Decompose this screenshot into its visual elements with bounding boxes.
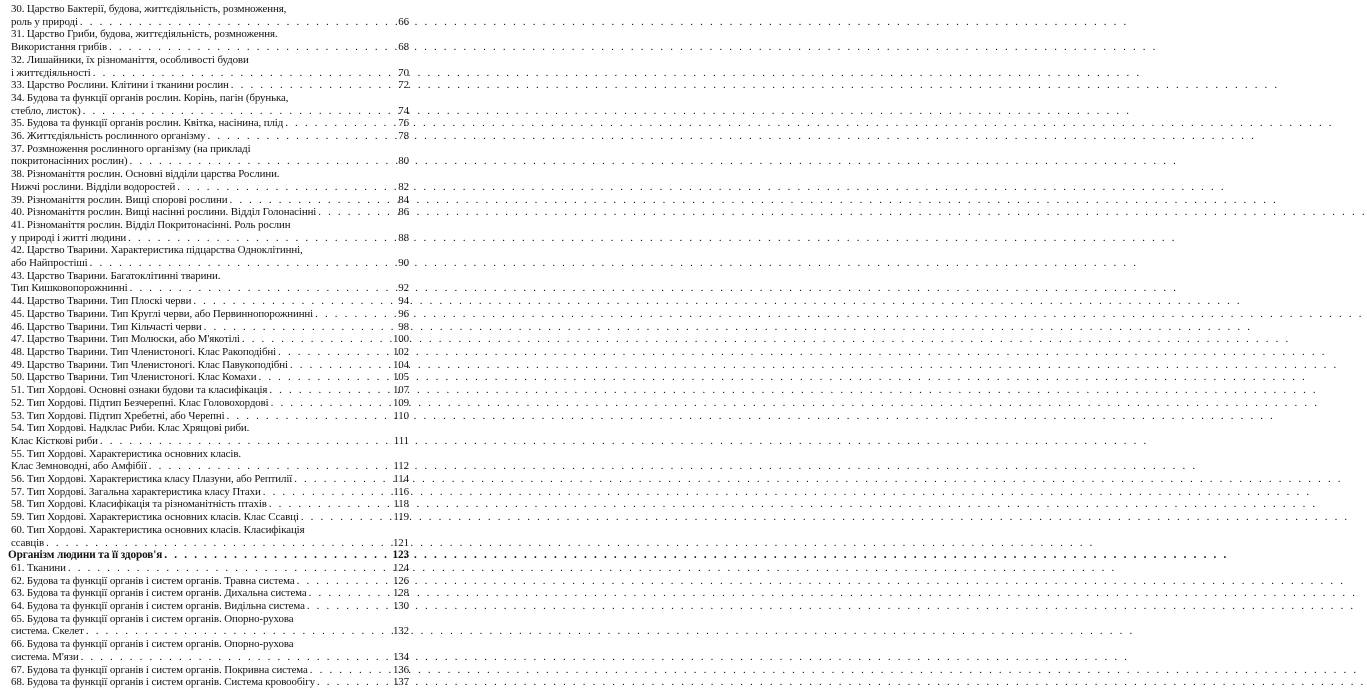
toc-entry bbox=[8, 638, 409, 663]
toc-entry-last-line bbox=[8, 232, 409, 245]
dot-leader bbox=[88, 257, 393, 270]
toc-entry-title-line: Тип Кишковопорожнинні bbox=[11, 282, 128, 295]
toc-entry bbox=[8, 3, 409, 28]
toc-entry-title-line: 56. Тип Хордові. Характеристика класу Плазуни, або Рептилії bbox=[11, 473, 293, 486]
toc-entry bbox=[8, 448, 409, 473]
toc-entry-last-line bbox=[8, 473, 409, 486]
dot-leader bbox=[128, 282, 393, 295]
toc-entry-last-line bbox=[8, 105, 409, 118]
toc-entry-title-line: ссавців bbox=[11, 536, 45, 549]
toc-entry-last-line bbox=[8, 194, 409, 207]
toc-entry-title-line: або Найпростіші bbox=[11, 257, 88, 270]
toc-entry bbox=[8, 498, 409, 511]
toc-entry-title-line: 66. Будова та функції органів і систем органів. Опорно-рухова bbox=[11, 638, 294, 651]
table-of-contents-page bbox=[0, 0, 415, 700]
toc-entry-last-line bbox=[8, 321, 409, 334]
dot-leader bbox=[202, 321, 393, 334]
toc-entry-title-line: Клас Земноводні, або Амфібії bbox=[11, 460, 147, 473]
dot-leader bbox=[191, 295, 393, 308]
toc-entry-title-line: 41. Різноманіття рослин. Відділ Покритонасінні. Роль рослин bbox=[11, 218, 291, 231]
toc-entry-title-line: 59. Тип Хордові. Характеристика основних класів. Клас Ссавці bbox=[11, 511, 299, 524]
dot-leader bbox=[299, 511, 393, 524]
toc-page-number: 78 bbox=[398, 130, 409, 143]
toc-entry bbox=[8, 371, 409, 384]
toc-entry-last-line bbox=[8, 16, 409, 29]
toc-page-number: 94 bbox=[398, 295, 409, 308]
dot-leader bbox=[84, 625, 393, 638]
toc-entry-last-line bbox=[8, 664, 409, 677]
dot-leader bbox=[288, 359, 393, 372]
toc-entry-title-line: 30. Царство Бактерії, будова, життєдіяльність, розмноження, bbox=[11, 3, 287, 15]
toc-page-number: 107 bbox=[392, 384, 409, 397]
toc-page-number: 134 bbox=[392, 650, 409, 663]
toc-entry-last-line bbox=[8, 41, 409, 54]
toc-entry-title-line: 38. Різноманіття рослин. Основні відділи царства Рослини. bbox=[11, 168, 280, 181]
toc-entry-last-line bbox=[8, 486, 409, 499]
toc-entry-title-line: 67. Будова та функції органів і систем органів. Покривна система bbox=[11, 663, 308, 676]
toc-entry-last-line bbox=[8, 155, 409, 168]
toc-entry-title-line: система. Скелет bbox=[11, 625, 84, 638]
toc-page-number: 128 bbox=[392, 587, 409, 600]
toc-entry bbox=[8, 28, 409, 53]
toc-entry-last-line bbox=[8, 460, 409, 473]
dot-leader bbox=[126, 232, 393, 245]
toc-entry-last-line bbox=[8, 397, 409, 410]
dot-leader bbox=[175, 181, 393, 194]
toc-entry-title-line: 58. Тип Хордові. Класифікація та різноманітність птахів bbox=[11, 498, 267, 511]
toc-entry bbox=[8, 54, 409, 79]
dot-leader bbox=[307, 587, 393, 600]
toc-entry-title-line: 64. Будова та функції органів і систем органів. Видільна система bbox=[11, 600, 305, 613]
toc-entry bbox=[8, 575, 409, 588]
toc-list bbox=[8, 3, 409, 689]
toc-entry-title-line: 47. Царство Тварини. Тип Молюски, або М'якотілі bbox=[11, 333, 240, 346]
toc-entry-title-line: 35. Будова та функції органів рослин. Квітка, насінина, плід bbox=[11, 117, 284, 130]
dot-leader bbox=[283, 117, 393, 130]
toc-entry-title-line: 36. Життєдіяльність рослинного організму bbox=[11, 130, 206, 143]
dot-leader bbox=[316, 206, 393, 219]
toc-page-number: 118 bbox=[393, 498, 409, 511]
toc-entry-last-line bbox=[8, 282, 409, 295]
toc-entry bbox=[8, 524, 409, 549]
toc-entry-title-line: у природі і житті людини bbox=[11, 231, 127, 244]
dot-leader bbox=[229, 79, 393, 92]
toc-entry-last-line bbox=[8, 575, 409, 588]
toc-entry bbox=[8, 270, 409, 295]
toc-entry-title-line: 45. Царство Тварини. Тип Круглі черви, або Первиннопорожнинні bbox=[11, 307, 314, 320]
dot-leader bbox=[205, 130, 393, 143]
toc-entry-title-line: Клас Кісткові риби bbox=[11, 434, 98, 447]
toc-page-number: 66 bbox=[398, 15, 409, 28]
toc-entry-title-line: 46. Царство Тварини. Тип Кільчасті черви bbox=[11, 320, 202, 333]
toc-entry bbox=[8, 117, 409, 130]
dot-leader bbox=[162, 549, 392, 562]
toc-page-number: 86 bbox=[398, 206, 409, 219]
toc-entry-title-line: 40. Різноманіття рослин. Вищі насінні рослини. Відділ Голонасінні bbox=[11, 206, 317, 219]
toc-entry-title-line: 44. Царство Тварини. Тип Плоскі черви bbox=[11, 295, 192, 308]
toc-entry-last-line bbox=[8, 67, 409, 80]
toc-entry bbox=[8, 92, 409, 117]
toc-entry bbox=[8, 308, 409, 321]
toc-entry-last-line bbox=[8, 206, 409, 219]
toc-page-number: 68 bbox=[398, 41, 409, 54]
dot-leader bbox=[315, 676, 393, 689]
toc-entry bbox=[8, 130, 409, 143]
dot-leader bbox=[147, 460, 393, 473]
toc-entry-last-line bbox=[8, 410, 409, 423]
toc-entry bbox=[8, 664, 409, 677]
dot-leader bbox=[44, 537, 393, 550]
toc-page-number: 70 bbox=[398, 66, 409, 79]
toc-entry bbox=[8, 613, 409, 638]
toc-entry-title-line: 31. Царство Гриби, будова, життєдіяльність, розмноження. bbox=[11, 28, 278, 41]
toc-entry-title-line: 63. Будова та функції органів і систем органів. Дихальна система bbox=[11, 587, 307, 600]
toc-page-number: 90 bbox=[398, 257, 409, 270]
toc-page-number: 72 bbox=[398, 79, 409, 92]
dot-leader bbox=[78, 16, 393, 29]
toc-entry bbox=[8, 384, 409, 397]
toc-entry bbox=[8, 295, 409, 308]
toc-entry bbox=[8, 244, 409, 269]
toc-entry-last-line bbox=[8, 117, 409, 130]
toc-entry-title-line: система. М'язи bbox=[11, 650, 79, 663]
toc-entry bbox=[8, 333, 409, 346]
toc-entry-last-line bbox=[8, 498, 409, 511]
toc-entry bbox=[8, 359, 409, 372]
toc-entry-last-line bbox=[8, 511, 409, 524]
toc-page-number: 119 bbox=[393, 511, 409, 524]
toc-entry-last-line bbox=[8, 308, 409, 321]
toc-page-number: 123 bbox=[392, 549, 409, 562]
toc-page-number: 76 bbox=[398, 117, 409, 130]
dot-leader bbox=[79, 651, 393, 664]
toc-entry-title-line: стебло, листок) bbox=[11, 104, 81, 117]
toc-entry-title-line: 53. Тип Хордові. Підтип Хребетні, або Черепні bbox=[11, 409, 225, 422]
toc-page-number: 74 bbox=[398, 104, 409, 117]
toc-page-number: 92 bbox=[398, 282, 409, 295]
dot-leader bbox=[267, 498, 393, 511]
toc-entry-last-line bbox=[8, 181, 409, 194]
toc-entry bbox=[8, 321, 409, 334]
toc-entry-last-line bbox=[8, 346, 409, 359]
toc-page-number: 80 bbox=[398, 155, 409, 168]
toc-page-number: 124 bbox=[392, 561, 409, 574]
toc-entry-last-line bbox=[8, 676, 409, 689]
dot-leader bbox=[225, 410, 393, 423]
toc-entry-title-line: покритонасінних рослин) bbox=[11, 155, 128, 168]
toc-entry bbox=[8, 410, 409, 423]
toc-page-number: 109 bbox=[392, 396, 409, 409]
dot-leader bbox=[98, 435, 393, 448]
toc-entry-title-line: Організм людини та її здоров'я bbox=[8, 549, 163, 562]
toc-entry-title-line: Нижчі рослини. Відділи водоростей bbox=[11, 180, 176, 193]
toc-page-number: 98 bbox=[398, 320, 409, 333]
toc-entry bbox=[8, 206, 409, 219]
toc-entry-title-line: 43. Царство Тварини. Багатоклітинні тварини. bbox=[11, 269, 221, 282]
toc-page-number: 102 bbox=[392, 345, 409, 358]
toc-entry-last-line bbox=[8, 587, 409, 600]
dot-leader bbox=[308, 664, 393, 677]
toc-entry-last-line bbox=[8, 371, 409, 384]
toc-entry-title-line: 51. Тип Хордові. Основні ознаки будови та класифікація bbox=[11, 384, 268, 397]
toc-entry-title-line: 48. Царство Тварини. Тип Членистоногі. Клас Ракоподібні bbox=[11, 345, 277, 358]
toc-entry-last-line bbox=[8, 359, 409, 372]
toc-entry bbox=[8, 473, 409, 486]
toc-page-number: 100 bbox=[392, 333, 409, 346]
toc-entry bbox=[8, 562, 409, 575]
toc-page-number: 130 bbox=[392, 600, 409, 613]
toc-entry bbox=[8, 397, 409, 410]
toc-page-number: 112 bbox=[393, 460, 409, 473]
toc-entry-title-line: Використання грибів bbox=[11, 41, 108, 54]
toc-entry bbox=[8, 143, 409, 168]
dot-leader bbox=[269, 397, 393, 410]
toc-entry bbox=[8, 194, 409, 207]
toc-entry-title-line: 62. Будова та функції органів і систем органів. Травна система bbox=[11, 574, 295, 587]
toc-section-heading bbox=[8, 549, 409, 562]
toc-entry-title-line: 32. Лишайники, їх різноманіття, особливості будови bbox=[11, 53, 249, 66]
toc-entry-title-line: 54. Тип Хордові. Надклас Риби. Клас Хрящові риби. bbox=[11, 422, 250, 435]
toc-entry-title-line: 50. Царство Тварини. Тип Членистоногі. Клас Комахи bbox=[11, 371, 257, 384]
dot-leader bbox=[66, 562, 393, 575]
toc-page-number: 84 bbox=[398, 193, 409, 206]
toc-entry-title-line: 34. Будова та функції органів рослин. Корінь, пагін (брунька, bbox=[11, 91, 289, 104]
toc-entry-last-line bbox=[8, 79, 409, 92]
toc-entry-title-line: 61. Тканини bbox=[11, 561, 66, 574]
toc-entry-title-line: 33. Царство Рослини. Клітини і тканини рослин bbox=[11, 79, 229, 92]
toc-entry-last-line bbox=[8, 257, 409, 270]
toc-entry-title-line: роль у природі bbox=[11, 15, 78, 28]
toc-entry-title-line: 65. Будова та функції органів і систем органів. Опорно-рухова bbox=[11, 612, 294, 625]
toc-entry-last-line bbox=[8, 651, 409, 664]
toc-page-number: 137 bbox=[392, 676, 409, 689]
toc-entry bbox=[8, 600, 409, 613]
dot-leader bbox=[295, 575, 393, 588]
toc-entry bbox=[8, 511, 409, 524]
toc-entry bbox=[8, 676, 409, 689]
toc-entry-title-line: 57. Тип Хордові. Загальна характеристика класу Птахи bbox=[11, 485, 261, 498]
toc-page-number: 104 bbox=[392, 358, 409, 371]
toc-entry-title-line: 68. Будова та функції органів і систем органів. Система кровообігу bbox=[11, 676, 315, 689]
dot-leader bbox=[261, 486, 393, 499]
toc-entry-last-line bbox=[8, 600, 409, 613]
toc-entry bbox=[8, 168, 409, 193]
dot-leader bbox=[256, 371, 392, 384]
dot-leader bbox=[276, 346, 393, 359]
dot-leader bbox=[91, 67, 393, 80]
toc-page-number: 88 bbox=[398, 231, 409, 244]
toc-entry bbox=[8, 79, 409, 92]
toc-entry bbox=[8, 346, 409, 359]
toc-entry-last-line bbox=[8, 537, 409, 550]
dot-leader bbox=[292, 473, 393, 486]
toc-entry-title-line: 49. Царство Тварини. Тип Членистоногі. Клас Павукоподібні bbox=[11, 358, 288, 371]
toc-page-number: 116 bbox=[393, 485, 409, 498]
toc-page-number: 105 bbox=[392, 371, 409, 384]
toc-page-number: 132 bbox=[392, 625, 409, 638]
dot-leader bbox=[313, 308, 393, 321]
toc-page-number: 114 bbox=[393, 473, 409, 486]
toc-entry bbox=[8, 422, 409, 447]
toc-entry-title-line: 60. Тип Хордові. Характеристика основних класів. Класифікація bbox=[11, 523, 305, 536]
toc-entry-title-line: 52. Тип Хордові. Підтип Безчерепні. Клас Головохордові bbox=[11, 396, 269, 409]
toc-page-number: 126 bbox=[392, 574, 409, 587]
toc-page-number: 110 bbox=[393, 409, 409, 422]
toc-entry-title-line: і життєдіяльності bbox=[11, 66, 91, 79]
dot-leader bbox=[227, 194, 393, 207]
toc-page-number: 111 bbox=[393, 434, 409, 447]
dot-leader bbox=[305, 600, 393, 613]
toc-entry-last-line bbox=[8, 562, 409, 575]
toc-entry bbox=[8, 219, 409, 244]
toc-entry-title-line: 55. Тип Хордові. Характеристика основних класів. bbox=[11, 447, 241, 460]
toc-entry bbox=[8, 587, 409, 600]
toc-entry-last-line bbox=[8, 549, 409, 562]
toc-page-number: 82 bbox=[398, 180, 409, 193]
dot-leader bbox=[240, 333, 393, 346]
toc-entry-last-line bbox=[8, 130, 409, 143]
toc-page-number: 136 bbox=[392, 663, 409, 676]
toc-entry-last-line bbox=[8, 295, 409, 308]
dot-leader bbox=[81, 105, 393, 118]
toc-entry-last-line bbox=[8, 333, 409, 346]
toc-page-number: 121 bbox=[392, 536, 409, 549]
toc-page-number: 96 bbox=[398, 307, 409, 320]
toc-entry-last-line bbox=[8, 435, 409, 448]
toc-entry-title-line: 42. Царство Тварини. Характеристика підцарства Одноклітинні, bbox=[11, 244, 303, 257]
dot-leader bbox=[107, 41, 393, 54]
dot-leader bbox=[267, 384, 393, 397]
toc-entry-title-line: 37. Розмноження рослинного організму (на прикладі bbox=[11, 142, 251, 155]
toc-entry bbox=[8, 486, 409, 499]
dot-leader bbox=[128, 155, 394, 168]
toc-entry-last-line bbox=[8, 384, 409, 397]
toc-entry-title-line: 39. Різноманіття рослин. Вищі спорові рослини bbox=[11, 193, 228, 206]
toc-entry-last-line bbox=[8, 625, 409, 638]
